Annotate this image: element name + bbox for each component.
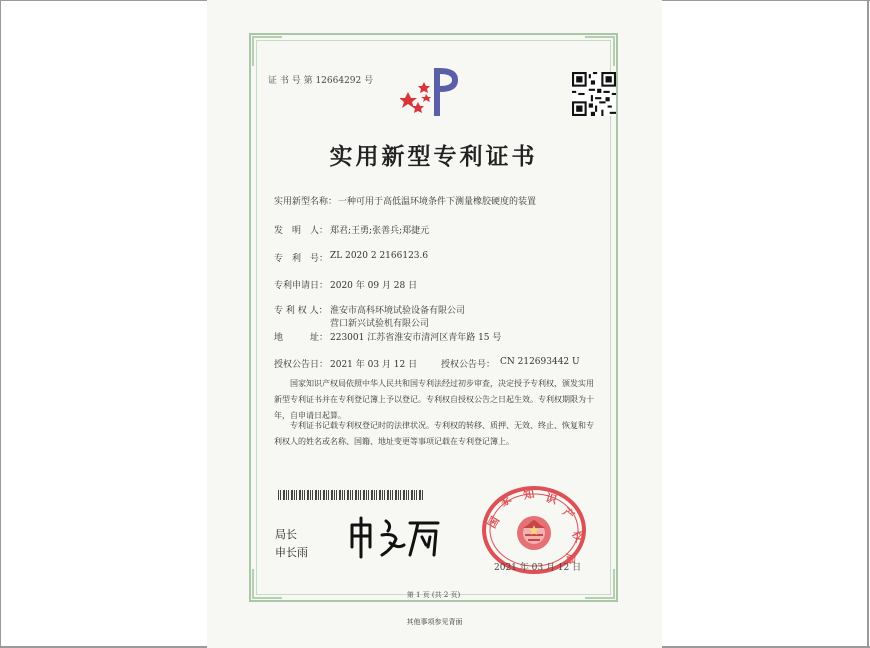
filing-date-value: 2020 年 09 月 28 日 [330, 281, 418, 291]
seal-date: 2021 年 03 月 12 日 [494, 563, 582, 573]
director-name: 申长雨 [275, 546, 308, 559]
inventor-value: 郑君;王勇;张善兵;郑捷元 [330, 226, 430, 236]
svg-text:国: 国 [485, 514, 503, 531]
statement-p1-line-2: 新型专利证书并在专利登记簿上予以登记。专利权自授权公告之日起生效。专利权期限为十 [274, 395, 594, 404]
svg-text:局: 局 [563, 552, 577, 565]
filing-date-label: 专利申请日： [274, 281, 329, 291]
border-corner-tl [252, 36, 282, 66]
patentee-value-1: 淮安市高科环境试验设备有限公司 [330, 306, 466, 316]
frame-left [0, 0, 1, 648]
svg-text:权: 权 [569, 528, 586, 545]
footnote: 其他事项参见背面 [406, 618, 463, 626]
utility-name-value: 一种可用于高低温环境条件下测量橡胶硬度的装置 [338, 197, 537, 207]
qr-code [572, 72, 616, 116]
director-signature [348, 515, 443, 560]
patentee-value-2: 营口新兴试验机有限公司 [330, 319, 430, 329]
utility-name-label: 实用新型名称： [274, 197, 338, 207]
svg-text:识: 识 [544, 491, 559, 507]
grant-date-label: 授权公告日： [274, 360, 329, 370]
patent-number-label: 专 利 号： [274, 254, 329, 264]
svg-text:家: 家 [497, 492, 514, 510]
director-title: 局长 [275, 528, 297, 541]
certificate-number: 证 书 号 第 12664292 号 [268, 76, 374, 86]
patentee-label: 专 利 权 人： [274, 306, 328, 316]
patent-number-value: ZL 2020 2 2166123.6 [330, 251, 429, 261]
grant-number-label: 授权公告号： [441, 360, 496, 370]
grant-number-value: CN 212693442 U [500, 357, 580, 367]
svg-text:知: 知 [522, 487, 536, 502]
cnipa-logo [400, 62, 470, 120]
statement-p2-line-2: 利权人的姓名或名称、国籍、地址变更等事项记载在专利登记簿上。 [274, 437, 514, 446]
border-corner-tr [585, 36, 615, 66]
grant-date-value: 2021 年 03 月 12 日 [330, 360, 418, 370]
statement-p1-line-3: 年，自申请日起算。 [274, 411, 346, 420]
statement-paragraph-2 [274, 418, 604, 450]
address-value: 223001 江苏省淮安市清河区青年路 15 号 [330, 333, 502, 343]
inventor-label: 发 明 人： [274, 226, 329, 236]
statement-paragraph-1 [274, 376, 604, 424]
svg-text:产: 产 [560, 505, 577, 523]
frame-right [867, 0, 869, 648]
address-label: 地 址： [274, 333, 329, 343]
certificate-title: 实用新型专利证书 [329, 144, 538, 170]
statement-p2-line-1: 专利证书记载专利权登记时的法律状况。专利权的转移、质押、无效、终止、恢复和专 [290, 421, 594, 430]
page-number: 第 1 页 (共 2 页) [406, 591, 461, 599]
statement-p1-line-1: 国家知识产权局依照中华人民共和国专利法经过初步审查，决定授予专利权，颁发实用 [290, 379, 594, 388]
barcode [278, 490, 424, 500]
